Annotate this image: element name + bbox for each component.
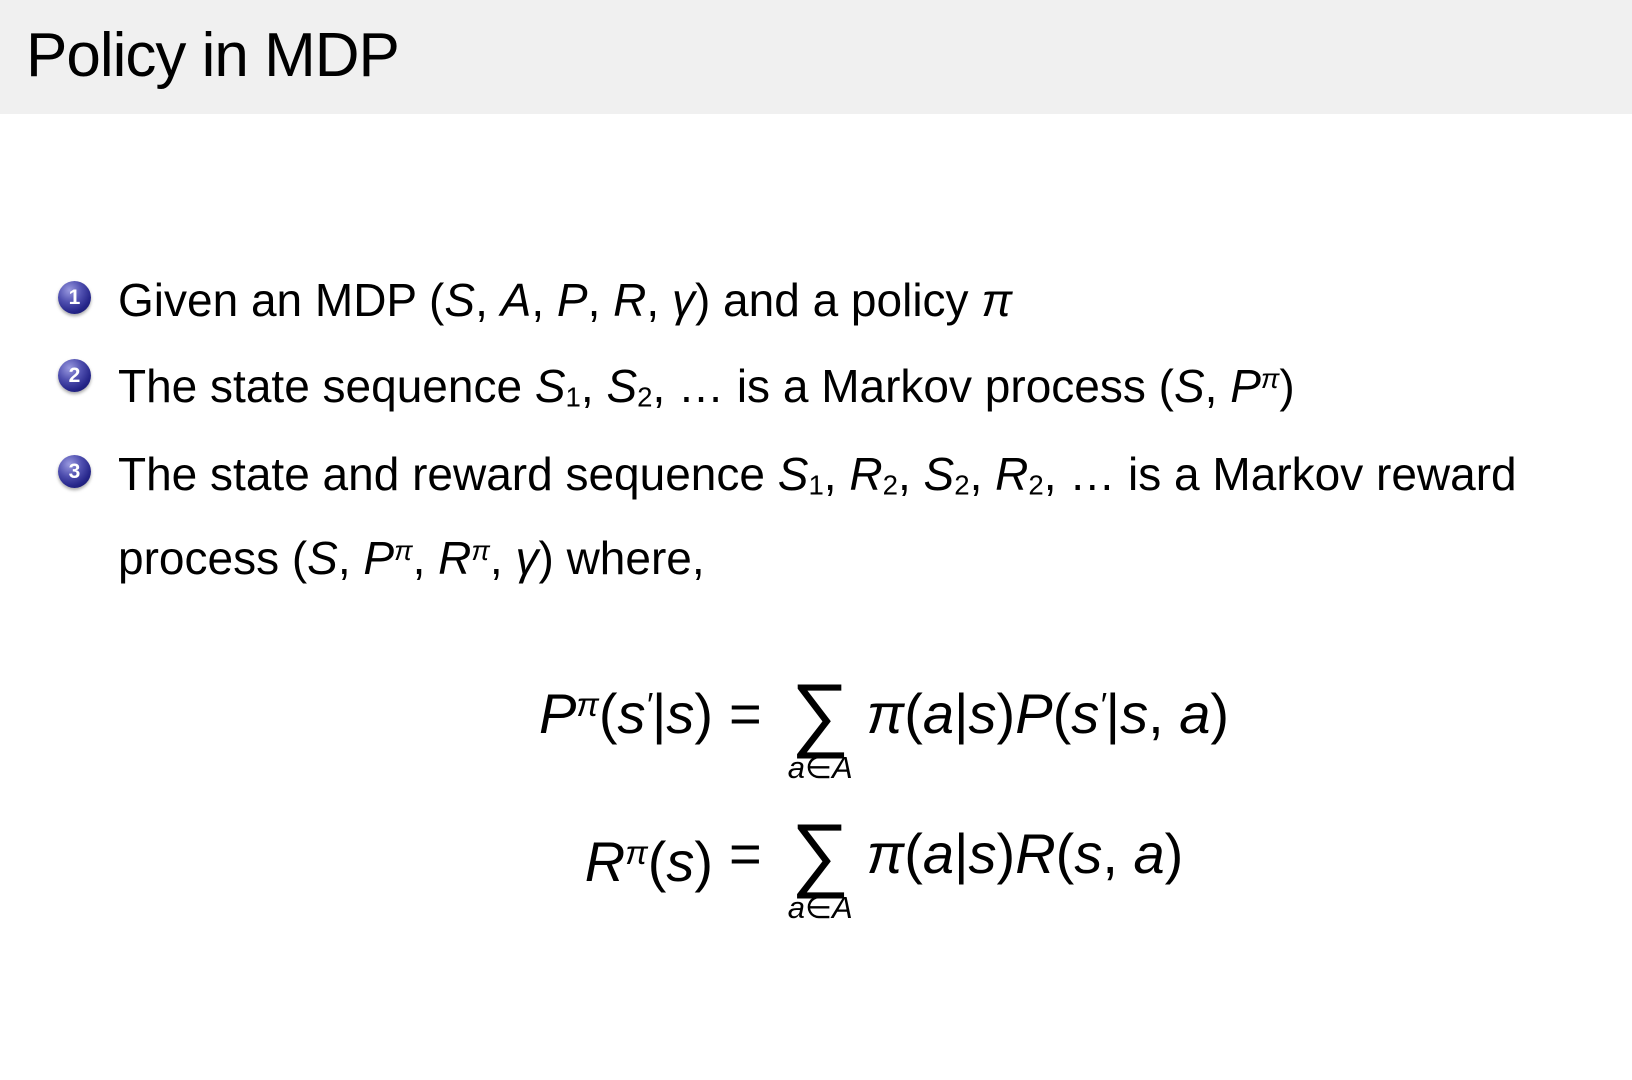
bullet-item-3 <box>58 442 1596 590</box>
bullet-text <box>118 268 1012 333</box>
sigma-symbol: ∑ <box>790 668 850 760</box>
bullet-list <box>58 268 1596 604</box>
bullet-number-badge: 2 <box>58 359 91 392</box>
bullet-number-badge: 3 <box>58 455 91 488</box>
equation-2-lhs: $R^\pi(s)$ <box>584 829 714 893</box>
bullet-line: Given an MDP (S, A, P, R, γ) and a policy π <box>118 274 1013 326</box>
bullet-line: The state and reward sequence S1, R2, S2, R2, … is a Markov reward <box>118 448 1517 502</box>
bullet-text <box>118 442 1517 590</box>
equation-block <box>68 632 1632 928</box>
sum-operator <box>787 668 853 785</box>
sigma-symbol: ∑ <box>790 808 850 900</box>
sum-operator <box>787 808 853 925</box>
equation-2-rhs: = ∑ a∈A π(a|s)R(s, a) <box>729 808 1184 925</box>
sum-limits: a∈A <box>787 749 853 785</box>
slide-title: Policy in MDP <box>26 21 399 90</box>
bullet-text <box>118 346 1295 429</box>
bullet-item-1 <box>58 268 1596 333</box>
equation-1-lhs: $P^\pi(s'|s)$ <box>539 681 714 745</box>
bullet-line: process (S, $P^\pi$, $R^\pi$, γ) where, <box>118 531 705 584</box>
slide-header <box>0 0 1632 114</box>
bullet-item-2 <box>58 346 1596 429</box>
sum-limits: a∈A <box>787 890 853 925</box>
bullet-line: The state sequence S1, S2, … is a Markov process (S, $P^\pi$) <box>118 359 1295 413</box>
equation-1-rhs: = ∑ a∈A π(a|s)P(s′|s, a) <box>729 668 1229 785</box>
bullet-number-badge: 1 <box>58 281 91 314</box>
